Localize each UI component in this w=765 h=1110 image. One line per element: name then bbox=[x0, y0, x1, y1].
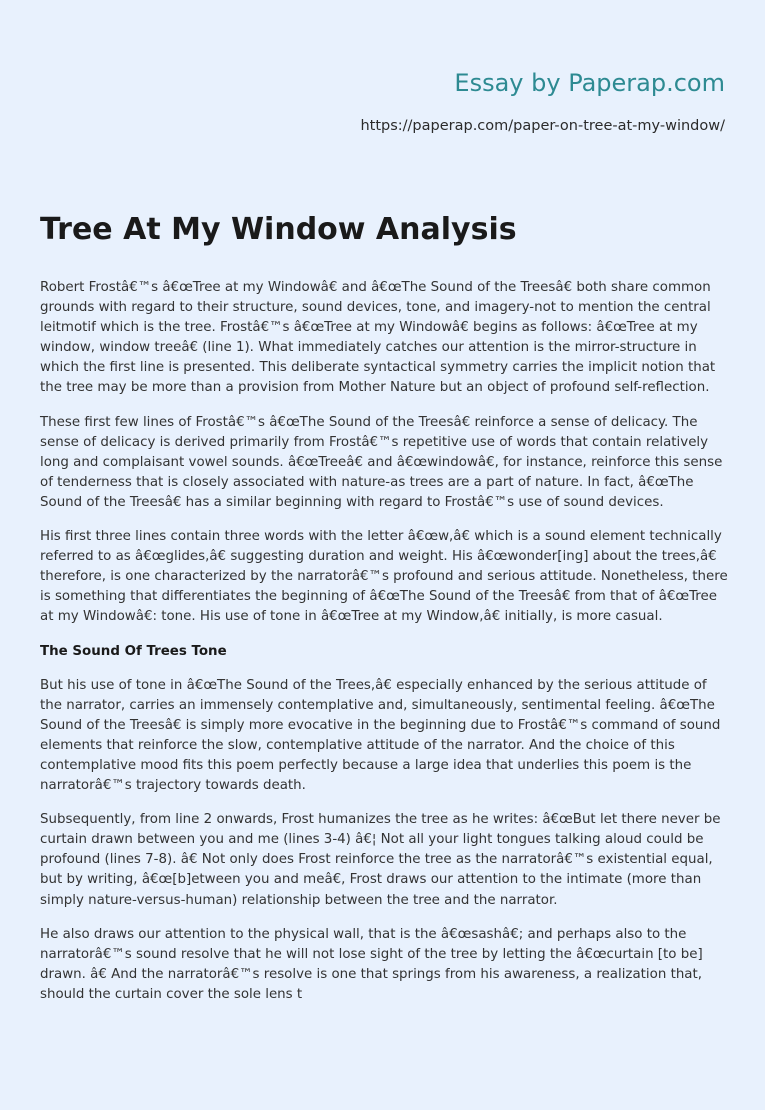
paragraph: Robert Frostâ€™s â€œTree at my Windowâ€ and â€œThe Sound of the Treesâ€ both share common grounds with regard to their structure, sound devices, tone, and imagery-not to mention the central leitmotif which is the tree. Frostâ€™s â€œTree at my Windowâ€ begins as follows: â€œTree at my window, window treeâ€ (line 1). What immediately catches our attention is the mirror-structure in which the first line is presented. This deliberate syntactical symmetry carries the implicit notion that the tree may be more than a provision from Mother Nature but an object of profound self-reflection. bbox=[40, 280, 716, 396]
page-title: Tree At My Window Analysis bbox=[40, 212, 517, 247]
paragraph: These first few lines of Frostâ€™s â€œThe Sound of the Treesâ€ reinforce a sense of delicacy. The sense of delicacy is derived primarily from Frostâ€™s repetitive use of words that contain relatively long and complaisant vowel sounds. â€œTreeâ€ and â€œwindowâ€, for instance, reinforce this sense of tenderness that is closely associated with nature-as trees are a part of nature. In fact, â€œThe Sound of the Treesâ€ has a similar beginning with regard to Frostâ€™s use of sound devices. bbox=[40, 414, 723, 510]
site-header bbox=[360, 66, 725, 134]
paragraph: He also draws our attention to the physical wall, that is the â€œsashâ€; and perhaps also to the narratorâ€™s sound resolve that he will not lose sight of the tree by letting the â€œcurtain [to be] drawn. â€ And the narratorâ€™s resolve is one that springs from his awareness, a realization that, should the curtain cover the sole lens t bbox=[40, 926, 703, 1002]
brand-link[interactable]: Essay by Paperap.com bbox=[454, 69, 725, 97]
article-body bbox=[40, 278, 730, 1019]
paragraph: But his use of tone in â€œThe Sound of the Trees,â€ especially enhanced by the serious attitude of the narrator, carries an immensely contemplative and, simultaneously, sentimental feeling. â€œThe Sound of the Treesâ€ is simply more evocative in the beginning due to Frostâ€™s command of sound elements that reinforce the slow, contemplative attitude of the narrator. And the choice of this contemplative mood fits this poem perfectly because a large idea that underlies this poem is the narratorâ€™s trajectory towards death. bbox=[40, 677, 721, 794]
source-url[interactable]: https://paperap.com/paper-on-tree-at-my-window/ bbox=[360, 118, 725, 134]
paragraph: Subsequently, from line 2 onwards, Frost humanizes the tree as he writes: â€œBut let there never be curtain drawn between you and me (lines 3-4) â€¦ Not all your light tongues talking aloud could be profound (lines 7-8). â€ Not only does Frost reinforce the tree as the narratorâ€™s existential equal, but by writing, â€œ[b]etween you and meâ€, Frost draws our attention to the intimate (more than simply nature-versus-human) relationship between the tree and the narrator. bbox=[40, 812, 721, 908]
section-heading: The Sound Of Trees Tone bbox=[40, 643, 227, 659]
paragraph: His first three lines contain three words with the letter â€œw,â€ which is a sound element technically referred to as â€œglides,â€ suggesting duration and weight. His â€œwonder[ing] about the trees,â€ therefore, is one characterized by the narratorâ€™s profound and serious attitude. Nonetheless, there is something that differentiates the beginning of â€œThe Sound of the Treesâ€ from that of â€œTree at my Windowâ€: tone. His use of tone in â€œTree at my Window,â€ initially, is more casual. bbox=[40, 529, 728, 625]
